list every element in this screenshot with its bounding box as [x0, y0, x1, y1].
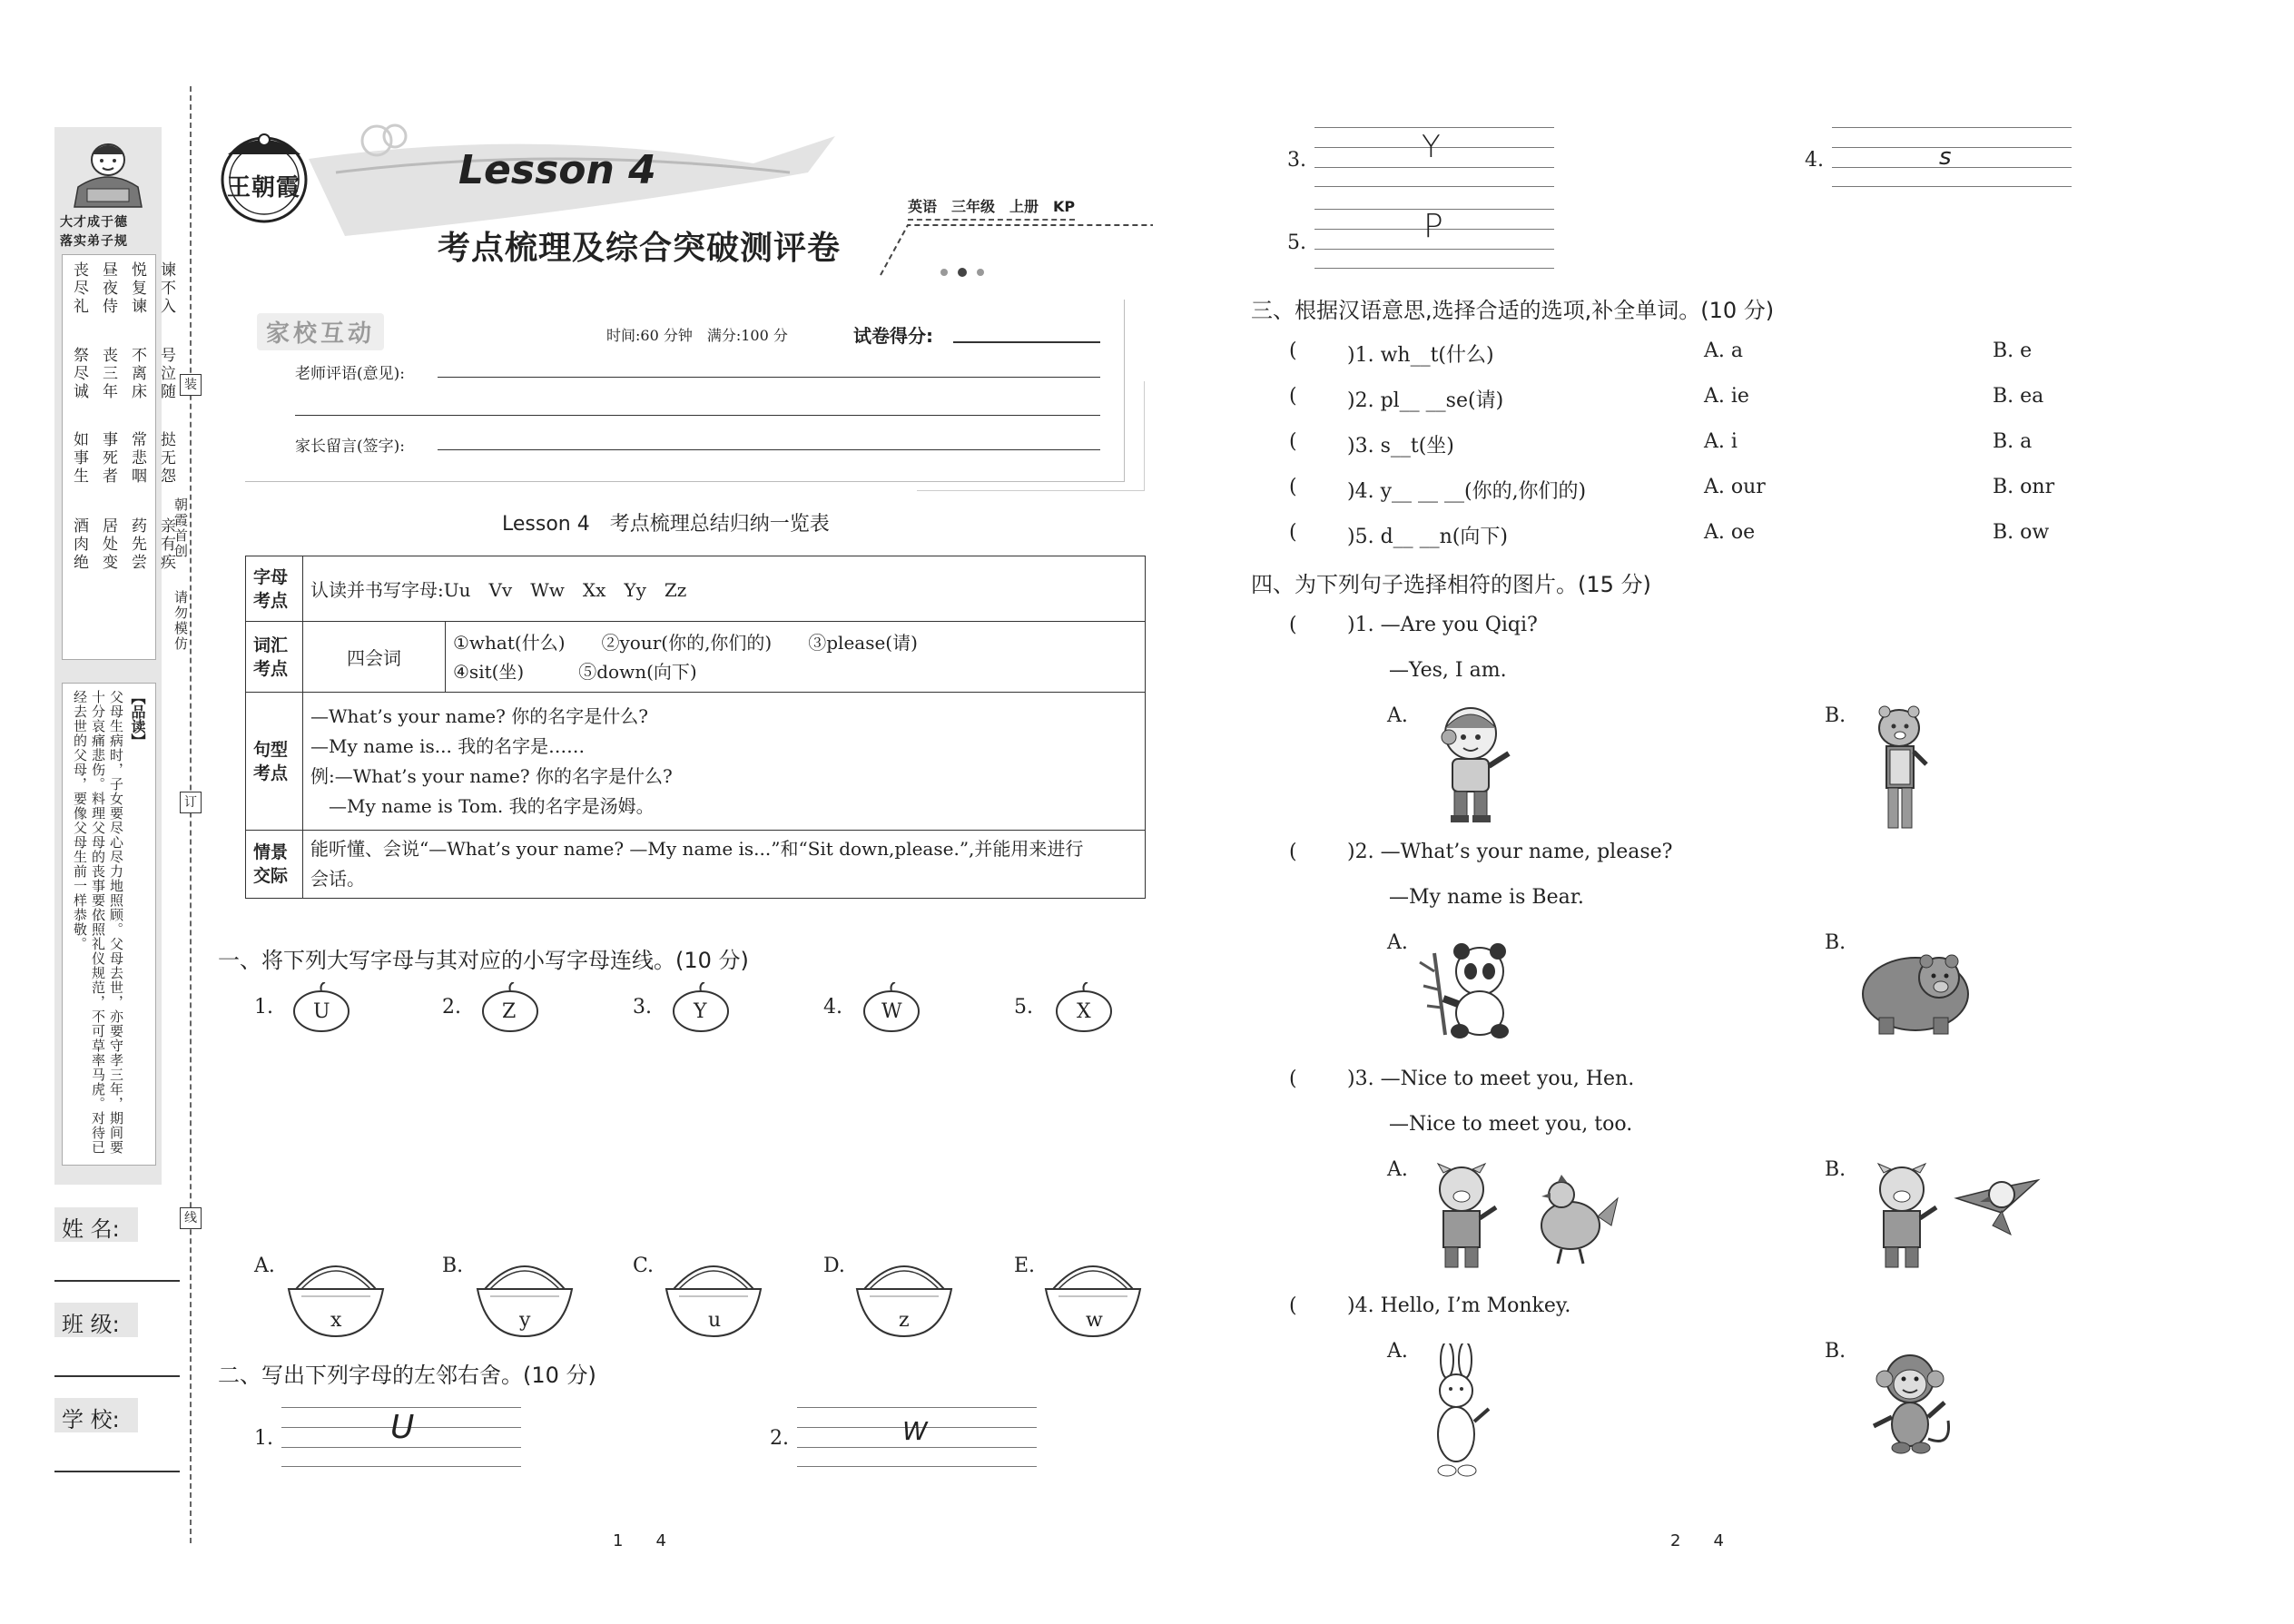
- neighbor-num: 2.: [770, 1427, 789, 1450]
- fold-mark-2: 订: [180, 792, 202, 813]
- row-content: [303, 693, 1146, 831]
- neighbor-letter: P: [1423, 208, 1443, 245]
- option-b: B. ea: [1993, 385, 2044, 408]
- upper-num: 5.: [1014, 996, 1033, 1019]
- upper-num: 4.: [823, 996, 842, 1019]
- upper-num: 3.: [633, 996, 652, 1019]
- option-b: B. a: [1993, 430, 2033, 453]
- row-head: 词汇考点: [246, 622, 303, 693]
- rabbit-picture[interactable]: [1416, 1343, 1498, 1480]
- teacher-comment-line-2[interactable]: [295, 415, 1100, 416]
- lower-opt: E.: [1014, 1255, 1036, 1277]
- lower-letter: u: [708, 1309, 722, 1332]
- classic-col: 挞无怨: [157, 431, 175, 486]
- classic-col: 号泣随: [157, 347, 175, 401]
- neighbor-letter: W: [902, 1416, 928, 1446]
- robot-boy-picture[interactable]: [1425, 701, 1525, 828]
- section3-title: 三、根据汉语意思,选择合适的选项,补全单词。(10 分): [1251, 298, 1775, 323]
- parent-comment-label: 家长留言(签字):: [295, 438, 405, 456]
- name-field-line: [54, 1280, 180, 1282]
- classic-col: 悦复谏: [128, 261, 146, 316]
- option-a: A. oe: [1704, 521, 1756, 544]
- pic-option-b: B.: [1825, 704, 1846, 727]
- upper-num: 1.: [254, 996, 273, 1019]
- row-head: 字母考点: [246, 556, 303, 622]
- table-row: [246, 693, 1146, 831]
- home-school-label: 家校互动: [257, 313, 384, 350]
- teacher-comment-line-1[interactable]: [438, 377, 1100, 378]
- answer-paren[interactable]: (: [1289, 614, 1297, 636]
- lower-letter: x: [330, 1309, 342, 1332]
- pic-option-b: B.: [1825, 1158, 1846, 1181]
- neighbor-letter: Y: [1422, 129, 1441, 165]
- answer-paren[interactable]: (: [1289, 430, 1297, 453]
- classic-col: 谏不入: [157, 261, 175, 316]
- classic-col: 常悲咽: [128, 431, 146, 486]
- dialog-question: )3. —Nice to meet you, Hen.: [1347, 1068, 1635, 1090]
- classic-col: 昼夜侍: [99, 261, 117, 316]
- option-b: B. e: [1993, 340, 2033, 362]
- table-row: [246, 556, 1146, 622]
- option-b: B. ow: [1993, 521, 2050, 544]
- lesson-title: Lesson 4: [458, 147, 656, 193]
- classic-col: 如事生: [70, 431, 88, 486]
- pattern-line: —What’s your name? 你的名字是什么?: [310, 704, 648, 727]
- reading-text: 父母生病时，子女要尽心尽力地照顾。父母去世，亦要守孝三年，期间要十分哀痛悲伤。料理父母的丧事要依照礼仪规范，不可草率马虎。对待已经去世的父母，要像父母生前一样恭敬。: [72, 690, 124, 1155]
- classic-text-mid: [67, 347, 177, 401]
- fold-mark-1: 装: [180, 374, 202, 396]
- vocab-line: ①what(什么) ②your(你的,你们的) ③please(请): [453, 631, 918, 654]
- classic-col: 丧三年: [99, 347, 117, 401]
- table-row: [246, 831, 1146, 899]
- school-field[interactable]: 学 校:: [62, 1407, 120, 1432]
- monkey-picture[interactable]: [1861, 1348, 1961, 1457]
- lower-letter: w: [1086, 1309, 1103, 1332]
- side-note-1: 朝霞首创: [172, 497, 189, 559]
- classic-col: 丧尽礼: [70, 261, 88, 316]
- neighbor-num: 4.: [1805, 149, 1824, 172]
- lower-opt: D.: [823, 1255, 845, 1277]
- fold-mark-3: 线: [180, 1207, 202, 1229]
- dialog-question: )4. Hello, I’m Monkey.: [1347, 1294, 1571, 1317]
- upper-letter: X: [1077, 1000, 1091, 1023]
- dialog-question: )1. —Are you Qiqi?: [1347, 614, 1538, 636]
- row-head: 情景交际: [246, 831, 303, 899]
- answer-paren[interactable]: (: [1289, 340, 1297, 362]
- row-content: [303, 831, 1146, 899]
- time-info: 时间:60 分钟 满分:100 分: [606, 327, 788, 344]
- dialog-line: 会话。: [310, 868, 365, 890]
- pic-option-a: A.: [1387, 931, 1408, 954]
- panda-picture[interactable]: [1416, 935, 1525, 1044]
- lower-opt: C.: [633, 1255, 655, 1277]
- dialog-question: )2. —What’s your name, please?: [1347, 841, 1673, 863]
- page-number-right: 2 4: [1670, 1531, 1724, 1550]
- word-question: )1. wh__t(什么): [1347, 344, 1494, 367]
- classic-text-top: [67, 261, 177, 316]
- word-question: )5. d__ __n(向下): [1347, 526, 1508, 548]
- lower-letter: z: [899, 1309, 910, 1332]
- word-question: )2. pl__ __se(请): [1347, 389, 1504, 412]
- upper-letter: Y: [694, 1000, 707, 1023]
- neighbor-num: 5.: [1287, 231, 1306, 254]
- classic-text-bottom: [67, 517, 177, 572]
- class-field-line: [54, 1375, 180, 1377]
- section1-title: 一、将下列大写字母与其对应的小写字母连线。(10 分): [218, 948, 749, 973]
- summary-table: [245, 556, 1146, 899]
- neighbor-letter: U: [390, 1409, 415, 1446]
- pic-option-a: A.: [1387, 1158, 1408, 1181]
- classic-col: 不离床: [128, 347, 146, 401]
- parent-comment-line[interactable]: [438, 449, 1100, 450]
- bear-standing-picture[interactable]: [1861, 701, 1943, 837]
- lower-opt: B.: [442, 1255, 464, 1277]
- logo-text: 王朝霞: [227, 174, 301, 202]
- lower-opt: A.: [254, 1255, 275, 1277]
- classic-col: 事死者: [99, 431, 117, 486]
- option-a: A. a: [1704, 340, 1743, 362]
- subject-tag: 英语 三年级 上册 KP: [908, 195, 1075, 221]
- answer-paren[interactable]: (: [1289, 476, 1297, 498]
- reading-title: 【品读】: [129, 690, 146, 748]
- school-field-line: [54, 1471, 180, 1472]
- neighbor-num: 1.: [254, 1427, 273, 1450]
- motto-line-2: 落实弟子规: [60, 234, 128, 249]
- pig-and-eagle-picture[interactable]: [1866, 1162, 2047, 1271]
- dialog-line: 能听懂、会说“—What’s your name? —My name is...”和“Sit down,please.”,并能用来进行: [310, 838, 1084, 860]
- option-a: A. i: [1704, 430, 1738, 453]
- row-content: [446, 622, 1146, 693]
- classic-col: 祭尽诚: [70, 347, 88, 401]
- pattern-line: —My name is... 我的名字是……: [310, 734, 586, 757]
- home-school-box-shadow: [917, 381, 1145, 491]
- option-b: B. onr: [1993, 476, 2055, 498]
- answer-paren[interactable]: (: [1289, 1068, 1297, 1090]
- answer-paren[interactable]: (: [1289, 385, 1297, 408]
- answer-paren[interactable]: (: [1289, 521, 1297, 544]
- answer-paren[interactable]: (: [1289, 1294, 1297, 1317]
- summary-title: Lesson 4 考点梳理总结归纳一览表: [502, 513, 830, 536]
- dialog-reply: —Yes, I am.: [1389, 659, 1507, 682]
- pattern-line: 例:—What’s your name? 你的名字是什么?: [310, 764, 673, 787]
- upper-num: 2.: [442, 996, 461, 1019]
- side-note-2: 请勿模仿: [172, 590, 189, 652]
- dialog-reply: —Nice to meet you, too.: [1389, 1113, 1633, 1136]
- pic-option-b: B.: [1825, 931, 1846, 954]
- name-field[interactable]: 姓 名:: [62, 1216, 120, 1242]
- option-a: A. ie: [1704, 385, 1749, 408]
- upper-letter: W: [881, 1000, 902, 1023]
- classic-col: 居处变: [99, 517, 117, 572]
- row-head: 句型考点: [246, 693, 303, 831]
- table-row: [246, 622, 1146, 693]
- upper-letter: U: [313, 1000, 330, 1023]
- upper-letter: Z: [502, 1000, 517, 1023]
- classic-text-low: [67, 431, 177, 486]
- dialog-reply: —My name is Bear.: [1389, 886, 1584, 909]
- lower-letter: y: [519, 1309, 531, 1332]
- score-label: 试卷得分:: [853, 325, 933, 347]
- word-question: )4. y__ __ __(你的,你们的): [1347, 480, 1587, 503]
- score-blank[interactable]: [953, 341, 1100, 343]
- four-line-grid[interactable]: [1832, 127, 2072, 187]
- word-question: )3. s__t(坐): [1347, 435, 1454, 458]
- row-sub: 四会词: [303, 622, 446, 693]
- pic-option-b: B.: [1825, 1340, 1846, 1363]
- answer-paren[interactable]: (: [1289, 841, 1297, 863]
- section4-title: 四、为下列句子选择相符的图片。(15 分): [1251, 572, 1651, 597]
- teacher-comment-label: 老师评语(意见):: [295, 365, 405, 383]
- neighbor-letter: s: [1939, 143, 1952, 171]
- section2-title: 二、写出下列字母的左邻右舍。(10 分): [218, 1363, 596, 1388]
- option-a: A. our: [1704, 476, 1766, 498]
- classic-col: 酒肉绝: [70, 517, 88, 572]
- pig-and-hen-picture[interactable]: [1425, 1162, 1625, 1271]
- vocab-line: ④sit(坐) ⑤down(向下): [453, 660, 697, 683]
- pattern-line: —My name is Tom. 我的名字是汤姆。: [310, 794, 655, 817]
- neighbor-num: 3.: [1287, 149, 1306, 172]
- page-number-left: 1 4: [613, 1531, 666, 1550]
- pic-option-a: A.: [1387, 704, 1408, 727]
- classic-col: 亲有疾: [157, 517, 175, 572]
- title-rule: [871, 216, 1162, 280]
- class-field[interactable]: 班 级:: [62, 1312, 120, 1337]
- cut-line: [190, 86, 192, 1543]
- classic-col: 药先尝: [128, 517, 146, 572]
- pic-option-a: A.: [1387, 1340, 1408, 1363]
- mascot-illustration: [60, 133, 156, 211]
- motto-line-1: 大才成于德: [60, 215, 128, 230]
- bear-picture[interactable]: [1861, 940, 1979, 1039]
- main-title: 考点梳理及综合突破测评卷: [438, 229, 842, 267]
- row-content: 认读并书写字母:Uu Vv Ww Xx Yy Zz: [303, 556, 1146, 622]
